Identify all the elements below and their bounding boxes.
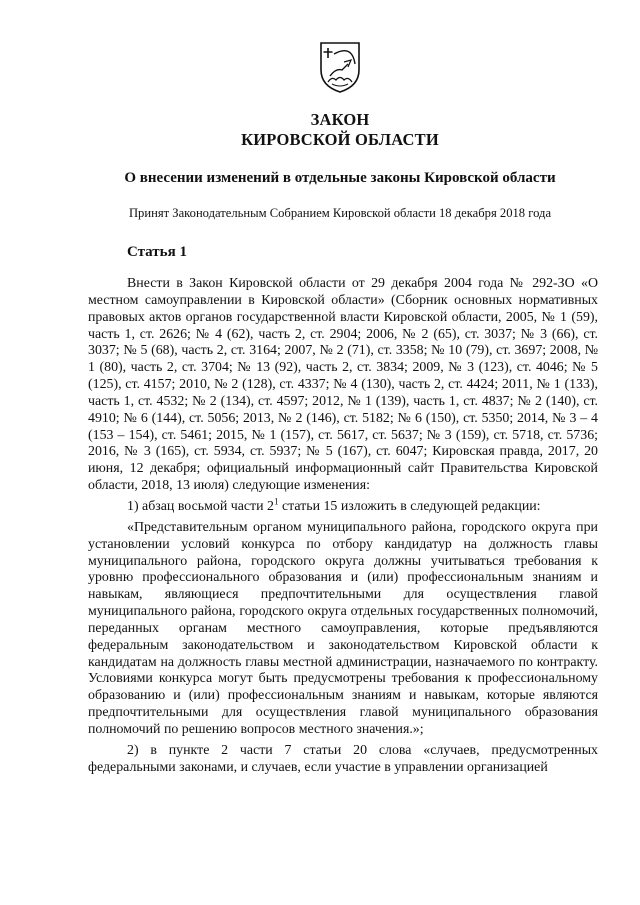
- kirov-coat-of-arms-icon: [318, 40, 362, 94]
- adoption-note: Принят Законодательным Собранием Кировской области 18 декабря 2018 года: [128, 206, 552, 220]
- article-intro-paragraph: Внести в Закон Кировской области от 29 декабря 2004 года № 292-ЗО «О местном самоуправлении в Кировской области» (Сборник основных нормативных правовых актов органов государственной власти Кировской области, 2005, № 1 (59), часть 1, ст. 2626; № 4 (62), часть 2, ст. 2904; 2006, № 2 (65), ст. 3037; № 3 (66), ст. 3037; № 5 (68), часть 2, ст. 3164; 2007, № 2 (71), ст. 3358; № 10 (79), ст. 3697; 2008, № 1 (80), часть 2, ст. 3704; № 13 (92), часть 2, ст. 3834; 2009, № 3 (123), ст. 4046; № 5 (125), ст. 4157; 2010, № 2 (128), ст. 4337; № 4 (130), часть 2, ст. 4424; 2011, № 1 (133), часть 1, ст. 4532; № 2 (134), ст. 4597; 2012, № 1 (139), часть 1, ст. 4837; № 2 (140), ст. 4910; № 6 (144), ст. 5056; 2013, № 2 (146), ст. 5182; № 6 (150), ст. 5350; 2014, № 3 – 4 (153 – 154), ст. 5461; 2015, № 1 (157), ст. 5617, ст. 5637; № 3 (159), ст. 5718, ст. 5736; 2016, № 3 (165), ст. 5934, ст. 5937; № 5 (167), ст. 6047; Кировская правда, 2017, 20 июня, 12 декабря; официальный информационный сайт Правительства Кировской области, 2018, 13 июля) следующие изменения:: [88, 276, 598, 494]
- item-1-text: 1) абзац восьмой части 2: [127, 498, 274, 514]
- title-region: КИРОВСКОЙ ОБЛАСТИ: [241, 130, 439, 149]
- quoted-amendment-paragraph: «Представительным органом муниципального района, городского округа при установлении условий конкурса по отбору кандидатур на должность главы муниципального района, городского округа должны учитываться требования к уровню профессионального образования и (или) профессиональным знаниям и навыкам, являющиеся предпочтительными для осуществления главой муниципального района, городского округа отдельных государственных полномочий, переданных органам местного самоуправления, которые предъявляются федеральным законодательством и законодательством Кировской области к кандидатам на должность главы местной администрации, назначаемого по контракту. Условиями конкурса могут быть предусмотрены требования к профессиональному образованию и (или) профессиональным знаниям и навыкам, которые являются предпочтительными для осуществления главой муниципального образования полномочий по решению вопросов местного значения.»;: [88, 519, 598, 737]
- article-heading: Статья 1: [127, 244, 187, 260]
- item-2-paragraph: 2) в пункте 2 части 7 статьи 20 слова «случаев, предусмотренных федеральными законами, и случаев, если участие в управлении организацией: [88, 742, 598, 775]
- article-body: [88, 276, 598, 776]
- item-1-text-end: статьи 15 изложить в следующей редакции:: [278, 498, 541, 514]
- law-title: [0, 110, 640, 150]
- item-1-superscript: 1: [273, 496, 279, 507]
- item-1-paragraph: [88, 496, 598, 516]
- law-subtitle: О внесении изменений в отдельные законы Кировской области: [124, 170, 556, 186]
- title-law: ЗАКОН: [310, 110, 370, 129]
